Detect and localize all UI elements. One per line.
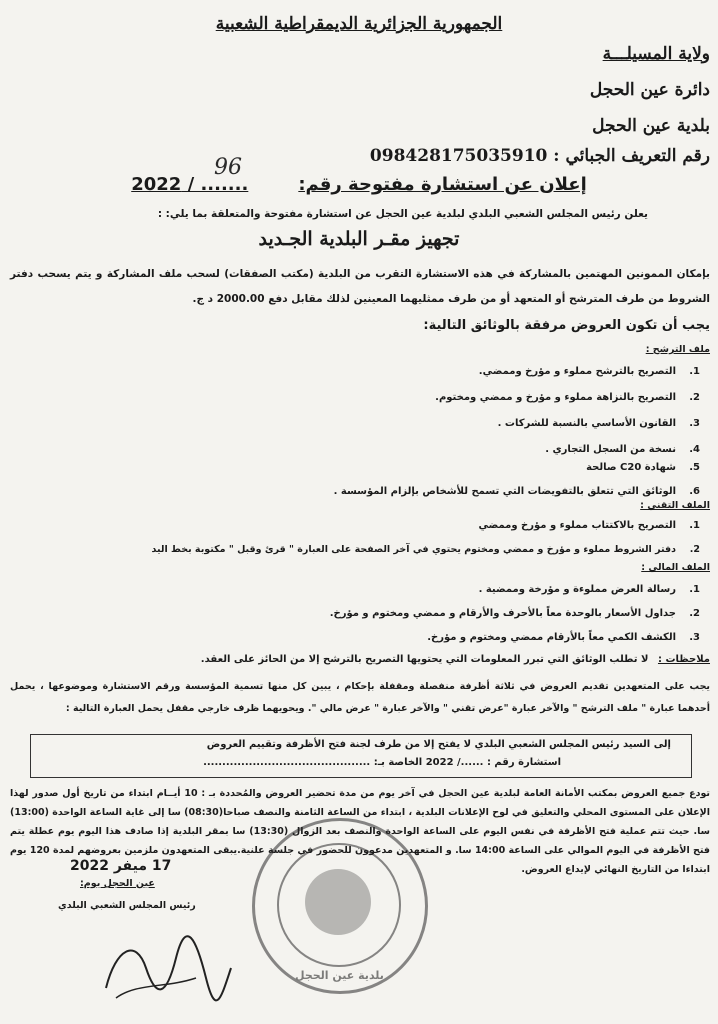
stamp-caption: بلدية عين الحجل <box>295 969 384 982</box>
fiscal-id <box>370 146 710 166</box>
intro-text: يعلن رئيس المجلس الشعبي البلدي لبلدية عين الحجل عن استشارة مفتوحة والمتعلقة بما يلي: : <box>157 208 648 220</box>
wilaya-label: ولاية المسيلـــة <box>602 44 710 64</box>
republic-heading: الجمهورية الجزائرية الديمقراطية الشعبية <box>215 14 503 34</box>
stamp-emblem <box>305 869 371 935</box>
list-item: 4.نسخة من السجل التجاري . <box>545 444 700 455</box>
list-item: 2.التصريح بالنزاهة مملوء و مؤرخ و ممضي ومختوم. <box>435 392 700 403</box>
list-item: 3.القانون الأساسي بالنسبة للشركات . <box>497 418 700 429</box>
notes-label: ملاحظات : <box>657 654 710 665</box>
list-item: 6.الوثائق التي تتعلق بالتفويضات التي تسمح للأشخاص بإلزام المؤسسة . <box>333 486 700 497</box>
notes <box>201 654 710 665</box>
list-item: 3.الكشف الكمي معاً بالأرقام ممضي ومختوم و مؤرخ. <box>427 632 700 643</box>
section-financial-heading: الملف المالي : <box>641 562 710 573</box>
signature-place: عين الحجل يوم: <box>80 878 155 889</box>
list-item: 1.رسالة العرض مملوءة و مؤرخة وممضية . <box>478 584 700 595</box>
envelope-label-box <box>30 734 692 778</box>
participation-paragraph: بإمكان الممونين المهتمين بالمشاركة في هذه الاستشارة التقرب من البلدية (مكتب الصفقات) لسحب ملف المشاركة و يتم يسحب دفتر الشروط من طرف المترشح أو المتعهد أو من طرف ممثليهما المعينين لذلك مقابل دفع 2000.00 د ج. <box>10 268 710 305</box>
daira-label: دائرة عين الحجل <box>589 80 710 100</box>
envelope-label-line2: استشارة رقم : ....../ 2022 الخاصة بـ: ............................................ <box>203 757 561 768</box>
submission-paragraph: تودع جميع العروض بمكتب الأمانة العامة لبلدية عين الحجل في آخر يوم من مدة تحضير العروض والمُحددة بـ : 10 أيــام ابتداء من تاريخ أول صدور لهذا الإعلان على المستوى المحلي والتعليق في لوح الإعلانات البلدية ، ابتداء من الساعة الثامنة والنصف صباحا(08:30) سا إلى غاية الساعة الواحدة (13:00) سا. حيث تتم عملية فتح الأظرفة في نفس اليوم على الساعة الواحدة والنصف بعد الزوال (13:30) سا بمقر البلدية إذا صادف هذا اليوم يوم عطلة يتم فتح الأظرفة في اليوم الموالي على الساعة 14:00 سا. و المتعهدين مدعوون للحضور في جلسة علنية.يبقى المتعهدون ملزمين بعروضهم لمدة 120 يوم ابتداءا من التاريخ النهائي لإيداع العروض. <box>10 788 711 875</box>
handwritten-number <box>214 152 282 182</box>
announcement-title <box>0 174 718 195</box>
list-item: 2.جداول الأسعار بالوحدة معاً بالأحرف والأرقام و ممضي ومختوم و مؤرخ. <box>329 608 700 619</box>
fiscal-id-label: رقم التعريف الجبائي : <box>553 146 710 166</box>
envelopes-paragraph: يجب على المتعهدين تقديم العروض في ثلاثة أظرفة منفصلة ومقفلة بإحكام ، يبين كل منها تسمية المؤسسة ورقم الاستشارة وموضوعها ، يحمل أحدهما عبارة " ملف الترشح " والآخر عبارة "عرض تقني " والآخر عبارة " عرض مالي ". ويحويهما ظرف خارجي مقفل يحمل العبارة التالية : <box>10 681 710 714</box>
announcement-title-prefix: إعلان عن استشارة مفتوحة رقم: <box>298 174 587 195</box>
project-object: تجهيز مقـر البلدية الجـديد <box>258 228 460 250</box>
notes-text: لا تطلب الوثائق التي تبرر المعلومات التي يحتويها التصريح بالترشح إلا من الحائز على العقد. <box>200 654 649 665</box>
commune-label: بلدية عين الحجل <box>592 116 710 136</box>
required-documents-heading: يجب أن تكون العروض مرفقة بالوثائق التالية: <box>423 318 710 333</box>
official-stamp <box>252 818 428 994</box>
signer-title: رئيس المجلس الشعبي البلدي <box>58 900 196 911</box>
signature-date: 17 ميفر 2022 <box>70 858 172 874</box>
list-item: 5.شهادة C20 صالحة <box>586 462 700 473</box>
section-technical-heading: الملف التقني : <box>640 500 710 511</box>
section-candidature-heading: ملف الترشح : <box>645 344 710 355</box>
fiscal-id-number: 098428175035910 <box>369 146 548 166</box>
handwritten-signature <box>96 928 236 1008</box>
list-item: 2.دفتر الشروط مملوء و مؤرخ و ممضي ومختوم يحتوي في آخر الصفحة على العبارة " قرئ وقبل " مكتوبة بخط اليد <box>151 544 700 555</box>
handwritten-number-text: 96 <box>214 155 242 180</box>
envelope-label-line1: إلى السيد رئيس المجلس الشعبي البلدي لا يفتح إلا من طرف لجنة فتح الأظرفة وتقييم العروض <box>206 739 671 750</box>
announcement-title-suffix: ....... / 2022 <box>131 174 249 195</box>
list-item: 1.التصريح بالترشح مملوء و مؤرخ وممضي. <box>478 366 700 377</box>
list-item: 1.التصريح بالاكتتاب مملوء و مؤرخ وممضي <box>478 520 700 531</box>
